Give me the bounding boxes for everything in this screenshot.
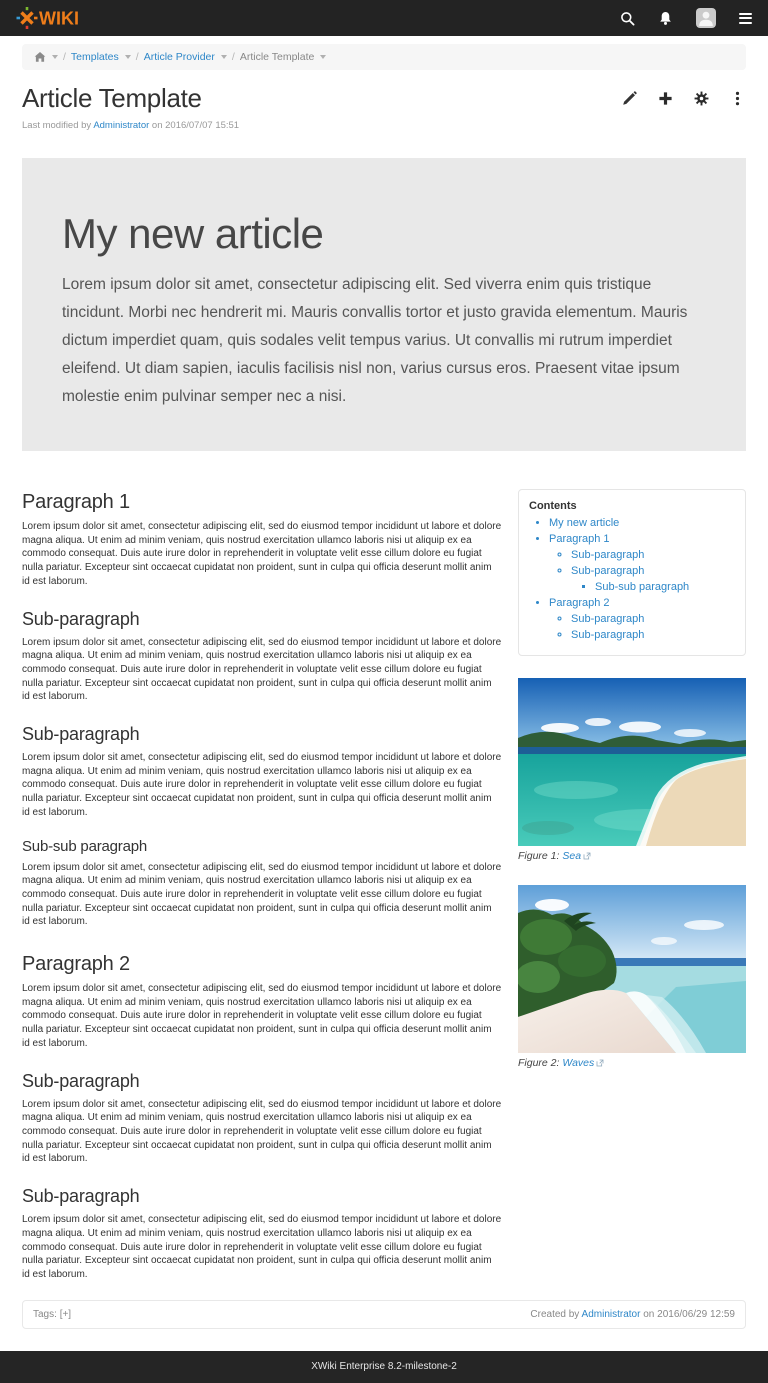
modified-prefix: Last modified by [22,120,92,131]
toc-link[interactable]: Sub-paragraph [571,629,645,641]
chevron-down-icon[interactable] [221,55,227,59]
sea-photo [518,678,746,846]
figure-1-caption [518,850,746,863]
add-tag-button[interactable]: [+] [59,1308,72,1320]
article-body [22,489,504,1282]
section-body: Lorem ipsum dolor sit amet, consectetur adipiscing elit, sed do eiusmod tempor incididunt ut labore et dolore magna aliqua. Ut enim ad minim veniam, quis nostrud exercitation ullamco laboris nisi ut aliquip ex ea commodo consequat. Duis aute irure dolor in reprehenderit in voluptate velit esse cillum dolore eu fugiat nulla pariatur. Excepteur sint occaecat cupidatat non proident, sunt in culpa qui officia deserunt mollit anim id est laborum. [22,1098,502,1165]
breadcrumb-link-article-provider[interactable]: Article Provider [143,51,215,63]
breadcrumb-link-templates[interactable]: Templates [70,51,119,63]
toc-item [571,565,735,594]
breadcrumb-separator: / [135,51,139,63]
section-body: Lorem ipsum dolor sit amet, consectetur adipiscing elit, sed do eiusmod tempor incididunt ut labore et dolore magna aliqua. Ut enim ad minim veniam, quis nostrud exercitation ullamco laboris nisi ut aliquip ex ea commodo consequat. Duis aute irure dolor in reprehenderit in voluptate velit esse cillum dolore eu fugiat nulla pariatur. Excepteur sint occaecat cupidatat non proident, sunt in culpa qui officia deserunt mollit anim id est laborum. [22,1214,502,1280]
section-body: Lorem ipsum dolor sit amet, consectetur adipiscing elit, sed do eiusmod tempor incididunt ut labore et dolore magna aliqua. Ut enim ad minim veniam, quis nostrud exercitation ullamco laboris nisi ut aliquip ex ea commodo consequat. Duis aute irure dolor in reprehenderit in voluptate velit esse cillum dolore eu fugiat nulla pariatur. Excepteur sint occaecat cupidatat non proident, sunt in culpa qui officia deserunt mollit anim id est laborum. [22,983,502,1049]
toc-link[interactable]: Sub-paragraph [571,565,645,577]
toc-item [571,549,735,562]
chevron-down-icon[interactable] [125,55,131,59]
article-hero [22,158,746,451]
external-link-icon [583,851,591,863]
contents-panel [518,489,746,656]
toc-item [549,533,735,594]
edit-pencil-icon[interactable] [621,90,637,106]
version-text: XWiki Enterprise 8.2-milestone-2 [311,1360,457,1372]
section-heading: Paragraph 1 [22,491,130,513]
home-icon[interactable] [34,51,46,63]
version-footer [0,1351,768,1383]
created-user-link[interactable]: Administrator [581,1308,641,1320]
toc-item [549,597,735,642]
xwiki-logo[interactable] [16,6,86,30]
created-line [530,1309,735,1320]
figure-2-prefix: Figure 2: [518,1057,560,1069]
page-title: Article Template [22,83,202,113]
section-body: Lorem ipsum dolor sit amet, consectetur adipiscing elit, sed do eiusmod tempor incididunt ut labore et dolore magna aliqua. Ut enim ad minim veniam, quis nostrud exercitation ullamco laboris nisi ut aliquip ex ea commodo consequat. Duis aute irure dolor in reprehenderit in voluptate velit esse cillum dolore eu fugiat nulla pariatur. Excepteur sint occaecat cupidatat non proident, sunt in culpa qui officia deserunt mollit anim id est laborum. [22,861,502,928]
figure-2-link[interactable]: Waves [562,1057,595,1069]
more-kebab-icon[interactable] [729,90,745,106]
section-heading: Sub-paragraph [22,1070,140,1091]
xwiki-logo-icon [16,6,86,30]
figure-1 [518,678,746,863]
article-hero-text: Lorem ipsum dolor sit amet, consectetur adipiscing elit. Sed viverra enim quis tristique tincidunt. Morbi nec hendrerit mi. Mauris convallis tortor et justo gravida elementum. Mauris dictum imperdiet quam, quis sodales velit tempus varius. Ut convallis mi rutrum imperdiet eleifend. Ut diam sapien, iaculis facilisis nisl non, varius cursus eros. Praesent vitae ipsum molestie enim pulvinar semper nec a nisi. [62,276,688,405]
toc-link[interactable]: My new article [549,517,620,529]
breadcrumb [22,44,746,70]
chevron-down-icon[interactable] [52,55,58,59]
figure-2-caption [518,1057,746,1070]
section-heading: Sub-paragraph [22,608,140,629]
section-heading: Paragraph 2 [22,953,130,976]
notifications-bell-icon[interactable] [658,11,673,26]
last-modified-line [22,120,746,131]
section-heading: Sub-paragraph [22,724,140,745]
menu-hamburger-icon[interactable] [739,13,752,24]
tags-label: Tags: [33,1308,57,1320]
section-body: Lorem ipsum dolor sit amet, consectetur adipiscing elit, sed do eiusmod tempor incididunt ut labore et dolore magna aliqua. Ut enim ad minim veniam, quis nostrud exercitation ullamco laboris nisi ut aliquip ex ea commodo consequat. Duis aute irure dolor in reprehenderit in voluptate velit esse cillum dolore eu fugiat nulla pariatur. Excepteur sint occaecat cupidatat non proident, sunt in culpa qui officia deserunt mollit anim id est laborum. [22,636,502,703]
waves-photo [518,885,746,1053]
created-prefix: Created by [530,1308,580,1320]
toc-link[interactable]: Sub-paragraph [571,549,645,561]
avatar-person-icon [696,8,716,28]
toc-item [549,517,735,530]
section-heading: Sub-sub paragraph [22,837,148,855]
article-hero-title: My new article [62,210,324,257]
created-suffix: on 2016/06/29 12:59 [643,1308,735,1320]
settings-gear-icon[interactable] [693,90,709,106]
logo-wiki-text: WIKI [39,8,79,29]
external-link-icon [596,1058,604,1070]
page-action-buttons [621,90,746,106]
toc-link[interactable]: Sub-sub paragraph [595,581,690,593]
top-navbar [0,0,768,36]
section-body: Lorem ipsum dolor sit amet, consectetur adipiscing elit, sed do eiusmod tempor incididunt ut labore et dolore magna aliqua. Ut enim ad minim veniam, quis nostrud exercitation ullamco laboris nisi ut aliquip ex ea commodo consequat. Duis aute irure dolor in reprehenderit in voluptate velit esse cillum dolore eu fugiat nulla pariatur. Excepteur sint occaecat cupidatat non proident, sunt in culpa qui officia deserunt mollit anim id est laborum. [22,521,502,587]
user-avatar[interactable] [696,8,716,28]
breadcrumb-separator: / [231,51,235,63]
contents-title: Contents [529,500,577,512]
document-footer [22,1300,746,1329]
section-heading: Sub-paragraph [22,1186,140,1207]
section-body: Lorem ipsum dolor sit amet, consectetur adipiscing elit, sed do eiusmod tempor incididunt ut labore et dolore magna aliqua. Ut enim ad minim veniam, quis nostrud exercitation ullamco laboris nisi ut aliquip ex ea commodo consequat. Duis aute irure dolor in reprehenderit in voluptate velit esse cillum dolore eu fugiat nulla pariatur. Excepteur sint occaecat cupidatat non proident, sunt in culpa qui officia deserunt mollit anim id est laborum. [22,752,502,818]
chevron-down-icon[interactable] [320,55,326,59]
figure-2 [518,885,746,1070]
toc-link[interactable]: Sub-paragraph [571,613,645,625]
toc-item [571,629,735,642]
toc-link[interactable]: Paragraph 2 [549,597,610,609]
modified-user-link[interactable]: Administrator [93,120,150,131]
toc-item [595,581,735,594]
toc-item [571,613,735,626]
breadcrumb-current-page: Article Template [239,51,315,63]
toc-link[interactable]: Paragraph 1 [549,533,610,545]
add-plus-icon[interactable] [657,90,673,106]
search-icon[interactable] [620,11,635,26]
right-sidebar [518,489,746,1070]
figure-1-link[interactable]: Sea [562,850,582,862]
figure-1-prefix: Figure 1: [518,850,560,862]
tags-bar [33,1309,71,1320]
modified-suffix: on 2016/07/07 15:51 [151,120,240,131]
breadcrumb-separator: / [63,51,66,63]
